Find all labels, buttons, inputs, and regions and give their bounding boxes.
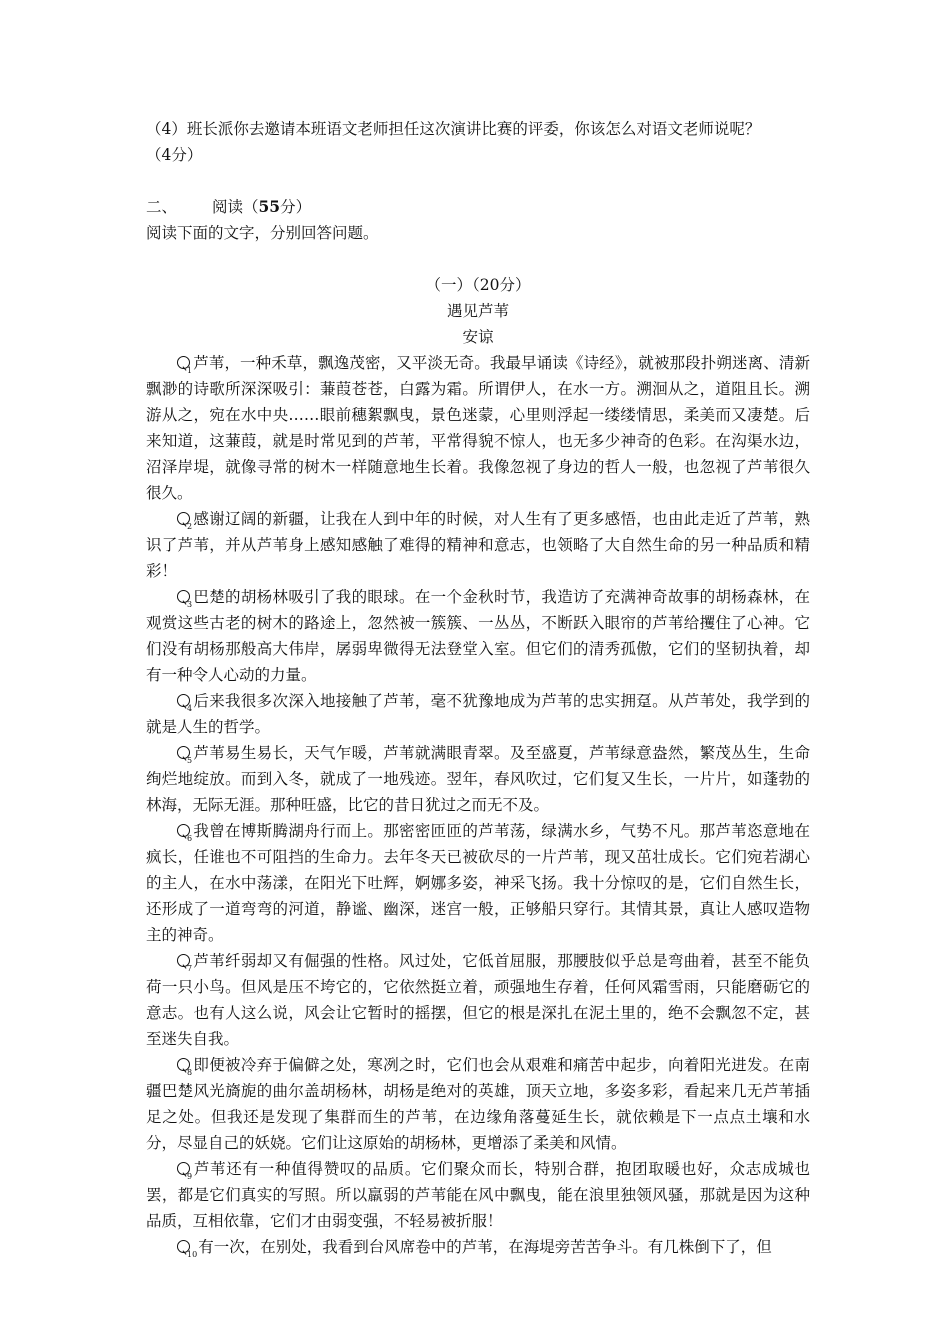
paragraph-text: 感谢辽阔的新疆，让我在人到中年的时候，对人生有了更多感悟，也由此走近了芦苇，熟识了芦苇，并从芦苇身上感知感触了难得的精神和意志，也领略了大自然生命的另一种品质和精彩！ (146, 510, 810, 580)
article-paragraph (146, 948, 810, 1052)
paragraph-text: 芦苇易生易长，天气乍暖，芦苇就满眼青翠。及至盛夏，芦苇绿意盎然，繁茂丛生，生命绚烂地绽放。而到入冬，就成了一地残迹。翌年，春风吹过，它们复又生长，一片片，如蓬勃的林海，无际无涯。那种旺盛，比它的昔日犹过之而无不及。 (146, 744, 810, 814)
paragraph-number: 7 (187, 964, 193, 973)
document-page (146, 116, 810, 1260)
article-paragraph (146, 506, 810, 584)
paragraph-text: 芦苇纤弱却又有倔强的性格。风过处，它低首屈服，那腰肢似乎总是弯曲着，甚至不能负荷一只小鸟。但风是压不垮它的，它依然挺立着，顽强地生存着，任何风霜雪雨，只能磨砺它的意志。也有人这么说，风会让它暂时的摇摆，但它的根是深扎在泥土里的，绝不会飘忽不定，甚至迷失自我。 (146, 952, 810, 1048)
paragraph-text: 芦苇还有一种值得赞叹的品质。它们聚众而长，特别合群，抱团取暖也好，众志成城也罢，都是它们真实的写照。所以羸弱的芦苇能在风中飘曳，能在浪里独领风骚，那就是因为这种品质，互相依靠，它们才由弱变强，不轻易被折服！ (146, 1160, 810, 1230)
question-4-line-2: （4分） (146, 146, 203, 164)
article-paragraph (146, 584, 810, 688)
article-paragraph (146, 818, 810, 948)
section-2-title-suffix: 分） (280, 198, 312, 216)
paragraph-number: 1 (187, 366, 193, 375)
section-2-score: 55 (258, 197, 281, 216)
section-2-title-prefix: 阅读（ (212, 198, 259, 216)
paragraph-text: 巴楚的胡杨林吸引了我的眼球。在一个金秋时节，我造访了充满神奇故事的胡杨森林，在观赏这些古老的树木的路途上，忽然被一簇簇、一丛丛，不断跃入眼帘的芦苇给攫住了心神。它们没有胡杨那般高大伟岸，孱弱卑微得无法登堂入室。但它们的清秀孤傲，它们的坚韧执着，却有一种令人心动的力量。 (146, 588, 810, 684)
paragraph-number: 2 (187, 522, 193, 531)
paragraph-number: 9 (187, 1172, 193, 1181)
paragraph-number: 8 (187, 1068, 193, 1077)
paragraph-text: 我曾在博斯腾湖舟行而上。那密密匝匝的芦苇荡，绿满水乡，气势不凡。那芦苇恣意地在疯长，任谁也不可阻挡的生命力。去年冬天已被砍尽的一片芦苇，现又茁壮成长。它们宛若湖心的主人，在水中荡漾，在阳光下吐辉，婀娜多姿，神采飞扬。我十分惊叹的是，它们自然生长，还形成了一道弯弯的河道，静谧、幽深，迷宫一般，正够船只穿行。其情其景，真让人感叹造物主的神奇。 (146, 822, 810, 944)
paragraph-text: 芦苇，一种禾草，飘逸茂密，又平淡无奇。我最早诵读《诗经》，就被那段扑朔迷离、清新飘渺的诗歌所深深吸引：蒹葭苍苍，白露为霜。所谓伊人，在水一方。溯洄从之，道阻且长。溯游从之，宛在水中央……眼前穗絮飘曳，景色迷蒙，心里则浮起一缕缕情思，柔美而又凄楚。后来知道，这蒹葭，就是时常见到的芦苇，平常得貌不惊人，也无多少神奇的色彩。在沟渠水边，沼泽岸堤，就像寻常的树木一样随意地生长着。我像忽视了身边的哲人一般，也忽视了芦苇很久很久。 (146, 354, 810, 502)
question-4-line-1: （4）班长派你去邀请本班语文老师担任这次演讲比赛的评委，你该怎么对语文老师说呢？ (146, 120, 761, 138)
section-2-heading (146, 194, 810, 220)
paragraph-number: 4 (187, 704, 193, 713)
article-paragraph (146, 1052, 810, 1156)
article-paragraph (146, 740, 810, 818)
paragraph-text: 有一次，在别处，我看到台风席卷中的芦苇，在海堤旁苦苦争斗。有几株倒下了，但 (198, 1238, 772, 1256)
part-label: （一）（20分） (425, 276, 531, 294)
spacer (146, 246, 810, 272)
article-author: 安谅 (462, 328, 494, 346)
section-2-instruction: 阅读下面的文字，分别回答问题。 (146, 224, 379, 242)
paragraph-number: 3 (187, 600, 193, 609)
article-paragraph (146, 688, 810, 740)
paragraph-number: 6 (187, 834, 193, 843)
article-body (146, 350, 810, 1260)
article-paragraph (146, 1156, 810, 1234)
article-paragraph (146, 1234, 810, 1260)
spacer (146, 168, 810, 194)
paragraph-text: 后来我很多次深入地接触了芦苇，毫不犹豫地成为芦苇的忠实拥趸。从芦苇处，我学到的就是人生的哲学。 (146, 692, 810, 736)
paragraph-number: 5 (187, 756, 193, 765)
article-paragraph (146, 350, 810, 506)
paragraph-text: 即便被冷弃于偏僻之处，寒冽之时，它们也会从艰难和痛苦中起步，向着阳光进发。在南疆巴楚风光旖旎的曲尔盖胡杨林，胡杨是绝对的英雄，顶天立地，多姿多彩，看起来几无芦苇插足之处。但我还是发现了集群而生的芦苇，在边缘角落蔓延生长，就依赖是下一点点土壤和水分，尽显自己的妖娆。它们让这原始的胡杨林，更增添了柔美和风情。 (146, 1056, 810, 1152)
paragraph-number: 10 (187, 1250, 198, 1259)
article-title: 遇见芦苇 (446, 302, 509, 320)
section-2-number: 二、 (146, 198, 178, 216)
